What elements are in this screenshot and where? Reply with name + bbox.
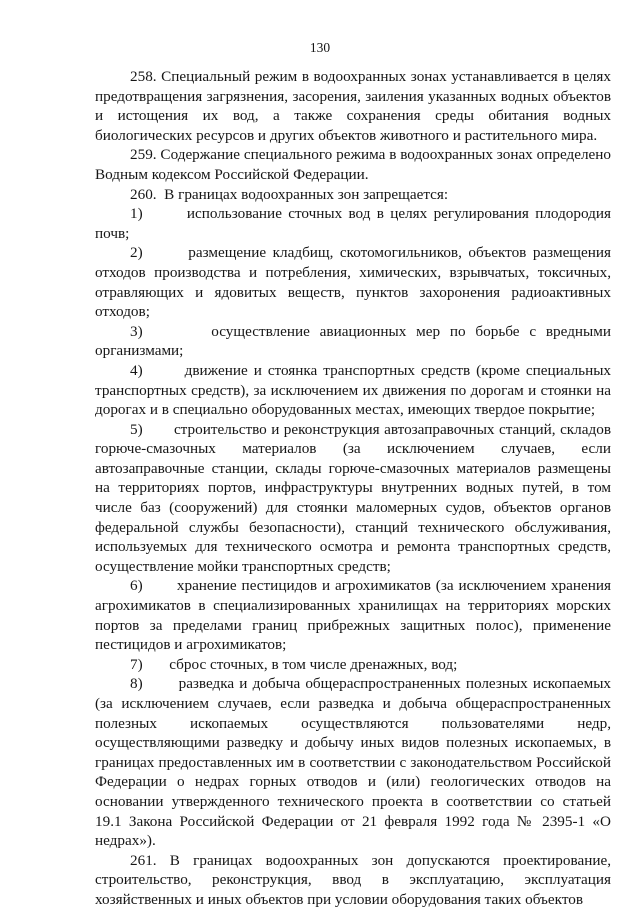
list-item-3: 3) осуществление авиационных мер по борьбе с вредными организмами; (95, 322, 611, 360)
list-item-4: 4) движение и стоянка транспортных средств (кроме специальных транспортных средств), за исключением их движения по дорогам и стоянки на дорогах и в специально оборудованных местах, имеющих твердое покрытие; (95, 361, 611, 419)
list-item-6: 6) хранение пестицидов и агрохимикатов (за исключением хранения агрохимикатов в специализированных хранилищах на территориях морских портов за пределами границ прибрежных защитных полос), применение пестицидов и агрохимикатов; (95, 577, 611, 654)
paragraph-259: 259. Содержание специального режима в водоохранных зонах определено Водным кодексом Российской Федерации. (95, 146, 611, 183)
page-number: 130 (309, 40, 331, 55)
list-item-8: 8) разведка и добыча общераспространенных полезных ископаемых (за исключением случаев, если разведка и добыча общераспространенных полезных ископаемых осуществляются пользователями недр, осуществляющими разведку и добычу иных видов полезных ископаемых, в границах предоставленных им в соответствии с законодательством Российской Федерации о недрах горных отводов и (или) геологических отводов на основании утвержденного технического проекта в соответствии со статьей 19.1 Закона Российской Федерации от 21 февраля 1992 года № 2395-1 «О недрах»). (95, 675, 611, 850)
list-item-2: 2) размещение кладбищ, скотомогильников, объектов размещения отходов производства и потребления, химических, взрывчатых, токсичных, отравляющих и ядовитых веществ, пунктов захоронения радиоактивных отходов; (95, 244, 611, 321)
document-body (95, 67, 611, 910)
list-item-5: 5) строительство и реконструкция автозаправочных станций, складов горюче-смазочных материалов (за исключением случаев, если автозаправочные станции, склады горюче-смазочных материалов размещены на территориях портов, инфраструктуры внутренних водных путей, в том числе баз (сооружений) для стоянки маломерных судов, объектов органов федеральной службы безопасности), станций технического обслуживания, используемых для технического осмотра и ремонта транспортных средств, осуществление мойки транспортных средств; (95, 420, 611, 575)
list-item-1: 1) использование сточных вод в целях регулирования плодородия почв; (95, 205, 611, 242)
paragraph-261: 261. В границах водоохранных зон допускаются проектирование, строительство, реконструкция, ввод в эксплуатацию, эксплуатация хозяйственных и иных объектов при условии оборудования таких объектов (95, 851, 611, 908)
list-item-7: 7) сброс сточных, в том числе дренажных, вод; (130, 655, 458, 673)
paragraph-260: 260. В границах водоохранных зон запрещается: (130, 185, 449, 203)
paragraph-258: 258. Специальный режим в водоохранных зонах устанавливается в целях предотвращения загрязнения, засорения, заиления указанных водных объектов и истощения их вод, а также сохранения среды обитания водных биологических ресурсов и других объектов животного и растительного мира. (95, 68, 611, 144)
